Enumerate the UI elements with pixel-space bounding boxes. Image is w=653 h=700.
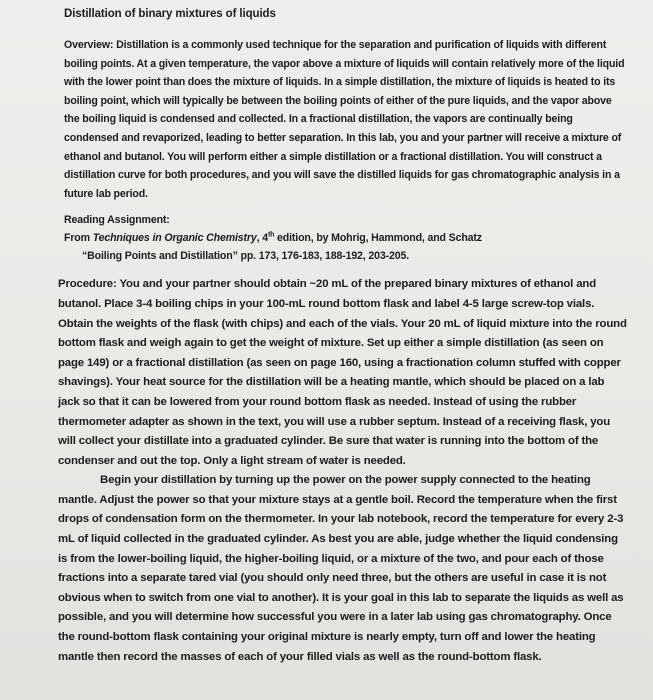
reading-edition: , 4	[256, 232, 268, 245]
procedure-paragraph-1	[58, 275, 628, 471]
book-title: Techniques in Organic Chemistry	[92, 232, 257, 245]
reading-assignment-label: Reading Assignment:	[64, 214, 170, 227]
procedure-section	[58, 275, 628, 667]
reading-assignment-pages: “Boiling Points and Distillation” pp. 173, 176-183, 188-192, 203-205.	[82, 250, 410, 263]
reading-prefix: From	[64, 232, 93, 245]
reading-authors: edition, by Mohrig, Hammond, and Schatz	[274, 232, 482, 245]
reading-assignment-book-line	[64, 229, 628, 247]
procedure-label: Procedure:	[58, 278, 117, 291]
overview-label: Overview:	[64, 39, 114, 51]
overview-section	[64, 36, 628, 203]
edition-superscript: th	[267, 231, 275, 239]
overview-text: Distillation is a commonly used technique for the separation and purification of liquids with different boiling points. At a given temperature, the vapor above a mixture of liquids will contain relatively more of the liquid with the lower point than does the mixture of liquids. In a simple distillation, the mixture of liquids is heated to its boiling point, which will typically be between the boiling points of either of the pure liquids, and the vapor above the boiling liquid is condensed and collected. In a fractional distillation, the vapors are continually being condensed and revaporized, leading to better separation. In this lab, you and your partner will receive a mixture of ethanol and butanol. You will perform either a simple distillation or a fractional distillation. You will construct a distillation curve for both procedures, and you will save the distilled liquids for gas chromatographic analysis in a future lab period.	[64, 39, 625, 200]
page-title: Distillation of binary mixtures of liquids	[64, 8, 276, 20]
procedure-text-1: You and your partner should obtain ~20 mL of the prepared binary mixtures of ethanol and butanol. Place 3-4 boiling chips in your 100-mL round bottom flask and label 4-5 large screw-top vials. Obtain the weights of the flask (with chips) and each of the vials. Your 20 mL of liquid mixture into the round bottom flask and weigh again to get the weight of mixture. Set up either a simple distillation (as seen on page 149) or a fractional distillation (as seen on page 160, using a fractionation column stuffed with copper shavings). Your heat source for the distillation will be a heating mantle, which should be placed on a lab jack so that it can be lowered from your round bottom flask as needed. Instead of using the rubber thermometer adapter as shown in the text, you will use a rubber septum. Instead of a receiving flask, you will collect your distillate into a graduated cylinder. Be sure that water is running into the bottom of the condenser and out the top. Only a light stream of water is needed.	[58, 278, 627, 467]
reading-assignment-section	[64, 211, 628, 265]
procedure-paragraph-2: Begin your distillation by turning up the power on the power supply connected to the heating mantle. Adjust the power so that your mixture stays at a gentle boil. Record the temperature when the first drops of condensation form on the thermometer. In your lab notebook, record the temperature for every 2-3 mL of liquid collected in the graduated cylinder. As best you are able, judge whether the liquid condensing is from the lower-boiling liquid, the higher-boiling liquid, or a mixture of the two, and pour each of those fractions into a separate tared vial (you should only need three, but the others are useful in case it is not obvious when to switch from one vial to another). It is your goal in this lab to separate the liquids as well as possible, and you will determine how successful you were in a later lab using gas chromatography. Once the round-bottom flask containing your original mixture is nearly empty, turn off and lower the heating mantle then record the masses of each of your filled vials as well as the round-bottom flask.	[58, 474, 624, 663]
document-content	[58, 8, 628, 667]
